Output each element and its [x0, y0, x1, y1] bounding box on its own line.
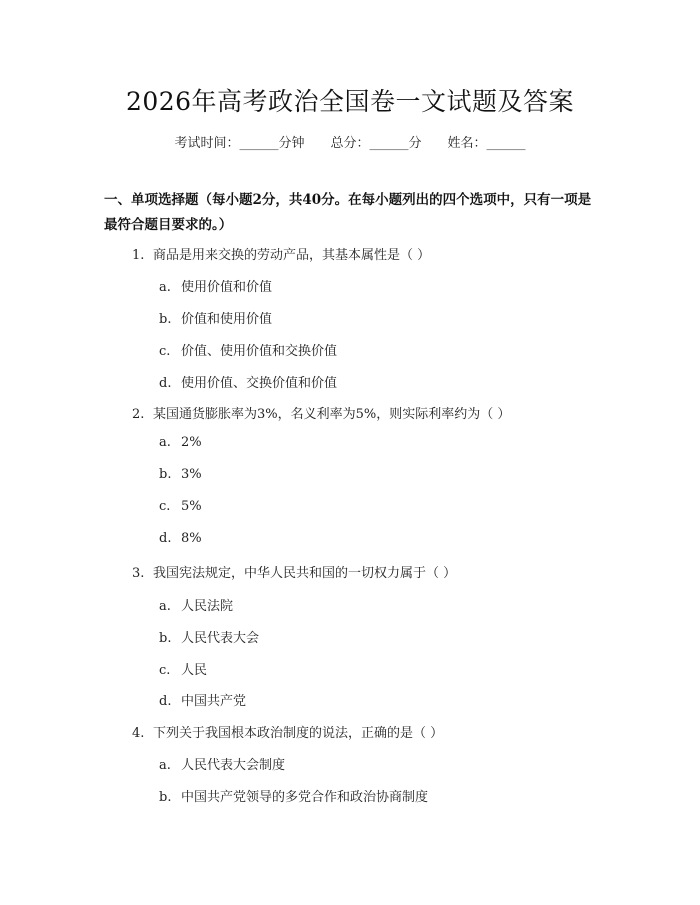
- question-1-option-d: [159, 372, 337, 391]
- question-2-option-b: [159, 467, 202, 482]
- question-text: 下列关于我国根本政治制度的说法，正确的是（ ）: [153, 726, 444, 741]
- question-1-option-c: [159, 340, 337, 359]
- question-2: [132, 403, 510, 422]
- option-text: 8%: [181, 531, 202, 546]
- option-letter: a.: [159, 280, 171, 295]
- exam-time-field: 考试时间：______分钟: [174, 136, 305, 151]
- option-text: 人民代表大会制度: [181, 758, 286, 773]
- question-1: [132, 244, 430, 263]
- option-text: 价值和使用价值: [181, 312, 273, 327]
- page-title: 2026年高考政治全国卷一文试题及答案: [125, 87, 575, 116]
- question-number: 1.: [132, 248, 145, 263]
- question-3-option-d: [159, 690, 246, 709]
- option-letter: b.: [159, 312, 172, 327]
- option-text: 人民代表大会: [181, 631, 260, 646]
- option-letter: c.: [159, 663, 171, 678]
- option-text: 使用价值、交换价值和价值: [181, 376, 338, 391]
- question-3-option-b: [159, 627, 259, 646]
- option-letter: d.: [159, 531, 172, 546]
- option-text: 中国共产党: [181, 694, 247, 709]
- question-text: 某国通货膨胀率为3%，名义利率为5%，则实际利率约为（ ）: [153, 407, 511, 422]
- option-letter: b.: [159, 790, 172, 805]
- option-letter: d.: [159, 694, 172, 709]
- option-letter: c.: [159, 499, 171, 514]
- option-letter: d.: [159, 376, 172, 391]
- question-text: 我国宪法规定，中华人民共和国的一切权力属于（ ）: [153, 566, 457, 581]
- section-heading: 一、单项选择题（每小题2分，共40分。在每小题列出的四个选项中，只有一项是最符合题目要求的。）: [104, 192, 592, 233]
- option-letter: c.: [159, 344, 171, 359]
- question-1-option-b: [159, 308, 272, 327]
- option-text: 5%: [181, 499, 202, 514]
- option-letter: b.: [159, 631, 172, 646]
- question-3-option-a: [159, 595, 233, 614]
- question-4: [132, 722, 443, 741]
- question-4-option-a: [159, 754, 285, 773]
- option-letter: a.: [159, 435, 171, 450]
- question-text: 商品是用来交换的劳动产品，其基本属性是（ ）: [153, 248, 431, 263]
- option-letter: a.: [159, 599, 171, 614]
- question-4-option-b: [159, 786, 428, 805]
- question-3: [132, 562, 456, 581]
- student-name-field: 姓名：______: [447, 136, 526, 151]
- option-letter: a.: [159, 758, 171, 773]
- question-number: 3.: [132, 566, 145, 581]
- question-number: 2.: [132, 407, 145, 422]
- option-text: 使用价值和价值: [181, 280, 273, 295]
- question-1-option-a: [159, 276, 272, 295]
- question-2-option-d: [159, 531, 202, 546]
- total-score-field: 总分：______分: [330, 136, 422, 151]
- option-text: 3%: [181, 467, 202, 482]
- question-3-option-c: [159, 659, 207, 678]
- exam-meta-line: [0, 132, 700, 151]
- question-2-option-c: [159, 499, 202, 514]
- option-text: 人民法院: [181, 599, 234, 614]
- option-text: 人民: [181, 663, 208, 678]
- option-letter: b.: [159, 467, 172, 482]
- option-text: 2%: [181, 435, 202, 450]
- question-number: 4.: [132, 726, 145, 741]
- option-text: 价值、使用价值和交换价值: [181, 344, 338, 359]
- option-text: 中国共产党领导的多党合作和政治协商制度: [181, 790, 429, 805]
- question-2-option-a: [159, 435, 202, 450]
